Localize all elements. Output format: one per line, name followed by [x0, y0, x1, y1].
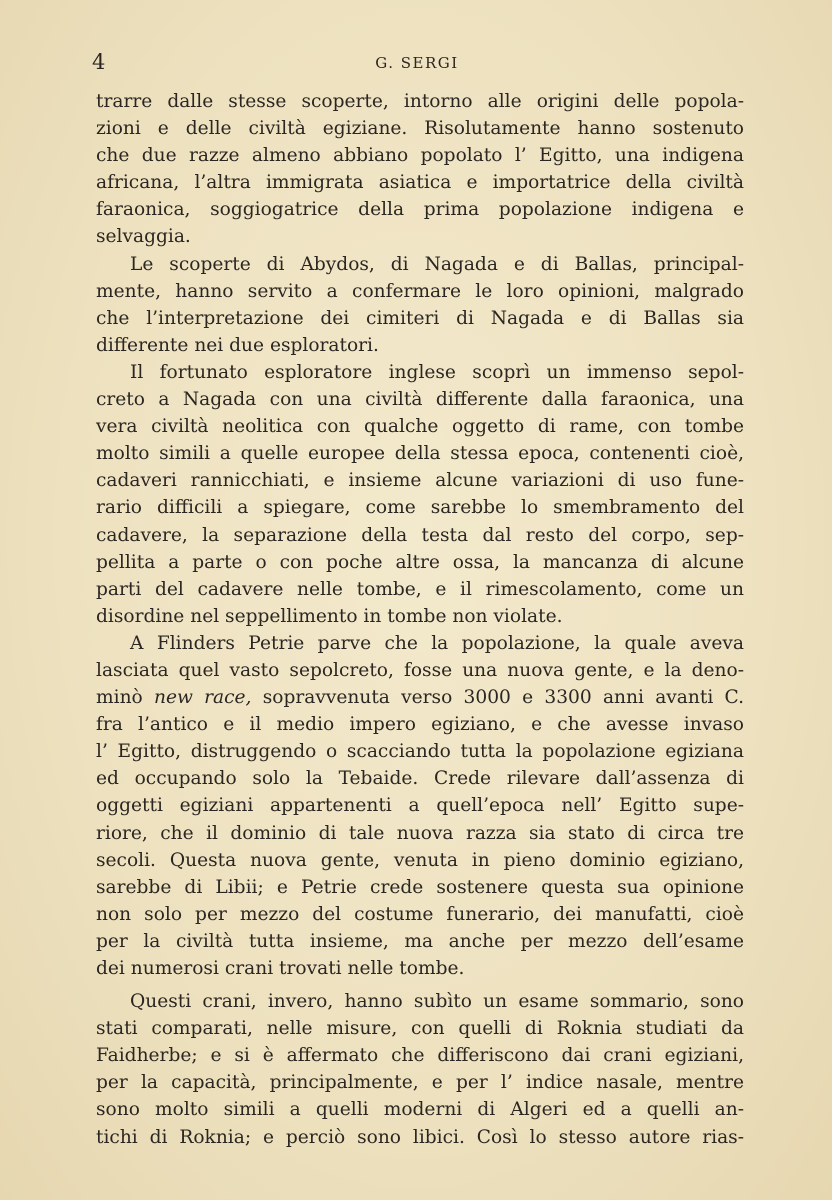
- text-line: Le scoperte di Abydos, di Nagada e di Ballas, principal-: [130, 253, 744, 275]
- text-line: sarebbe di Libii; e Petrie crede sostenere questa sua opinione: [96, 876, 744, 898]
- text-line: Faidherbe; e si è affermato che differiscono dai crani egiziani,: [96, 1045, 744, 1067]
- text-line: per la capacità, principalmente, e per l’ indice nasale, mentre: [96, 1072, 744, 1094]
- text-line: disordine nel seppellimento in tombe non violate.: [96, 605, 563, 627]
- text-line: stati comparati, nelle misure, con quelli di Roknia studiati da: [96, 1018, 744, 1040]
- text-line: Il fortunato esploratore inglese scoprì un immenso sepol-: [130, 361, 744, 383]
- text-line: sono molto simili a quelli moderni di Algeri ed a quelli an-: [96, 1099, 744, 1121]
- text-line: differente nei due esploratori.: [96, 334, 379, 356]
- text-line: A Flinders Petrie parve che la popolazione, la quale aveva: [130, 632, 744, 654]
- text-line: parti del cadavere nelle tombe, e il rimescolamento, come un: [96, 578, 744, 600]
- text-line: mente, hanno servito a confermare le loro opinioni, malgrado: [96, 280, 744, 302]
- text-line: africana, l’altra immigrata asiatica e importatrice della civiltà: [96, 172, 744, 194]
- text-line: Questi crani, invero, hanno subìto un esame sommario, sono: [130, 991, 744, 1013]
- text-line: cadavere, la separazione della testa dal resto del corpo, sep-: [96, 524, 744, 546]
- text-line: rario difficili a spiegare, come sarebbe lo smembramento del: [96, 497, 744, 519]
- text-line: per la civiltà tutta insieme, ma anche per mezzo dell’esame: [96, 930, 744, 952]
- text-line: cadaveri rannicchiati, e insieme alcune variazioni di uso fune-: [96, 470, 744, 492]
- text-line: tichi di Roknia; e perciò sono libici. Così lo stesso autore rias-: [96, 1126, 744, 1148]
- text-line: oggetti egiziani appartenenti a quell’epoca nell’ Egitto supe-: [96, 795, 744, 817]
- text-line: dei numerosi crani trovati nelle tombe.: [96, 958, 465, 979]
- text-line: che l’interpretazione dei cimiteri di Nagada e di Ballas sia: [96, 307, 744, 329]
- text-line: ed occupando solo la Tebaide. Crede rilevare dall’assenza di: [96, 768, 744, 790]
- text-line: faraonica, soggiogatrice della prima popolazione indigena e: [96, 199, 744, 221]
- running-head: G. SERGI: [375, 54, 459, 72]
- text-line: molto simili a quelle europee della stessa epoca, contenenti cioè,: [96, 443, 744, 465]
- text-line: trarre dalle stesse scoperte, intorno alle origini delle popola-: [96, 91, 744, 112]
- italic-phrase: new race,: [154, 687, 252, 709]
- text-line: fra l’antico e il medio impero egiziano, e che avesse invaso: [96, 714, 744, 736]
- text-line: [96, 684, 744, 711]
- text-line: pellita a parte o con poche altre ossa, la mancanza di alcune: [96, 551, 744, 573]
- text-fragment: minò: [96, 687, 155, 709]
- text-line: vera civiltà neolitica con qualche oggetto di rame, con tombe: [96, 416, 744, 438]
- text-line: riore, che il dominio di tale nuova razza sia stato di circa tre: [96, 822, 744, 844]
- text-line: non solo per mezzo del costume funerario, dei manufatti, cioè: [96, 903, 744, 925]
- page-header: [92, 50, 742, 76]
- page-number: 4: [92, 50, 106, 74]
- text-line: creto a Nagada con una civiltà differente dalla faraonica, una: [96, 389, 744, 411]
- text-line: selvaggia.: [96, 226, 191, 248]
- text-line: secoli. Questa nuova gente, venuta in pieno dominio egiziano,: [96, 849, 744, 871]
- text-line: l’ Egitto, distruggendo o scacciando tutta la popolazione egiziana: [96, 741, 744, 763]
- text-line: che due razze almeno abbiano popolato l’ Egitto, una indigena: [96, 145, 744, 167]
- text-fragment: sopravvenuta verso 3000 e 3300 anni avanti C.: [251, 687, 745, 709]
- text-line: zioni e delle civiltà egiziane. Risolutamente hanno sostenuto: [96, 118, 744, 140]
- text-line: lasciata quel vasto sepolcreto, fosse una nuova gente, e la deno-: [96, 659, 744, 681]
- text-body: [96, 88, 744, 1151]
